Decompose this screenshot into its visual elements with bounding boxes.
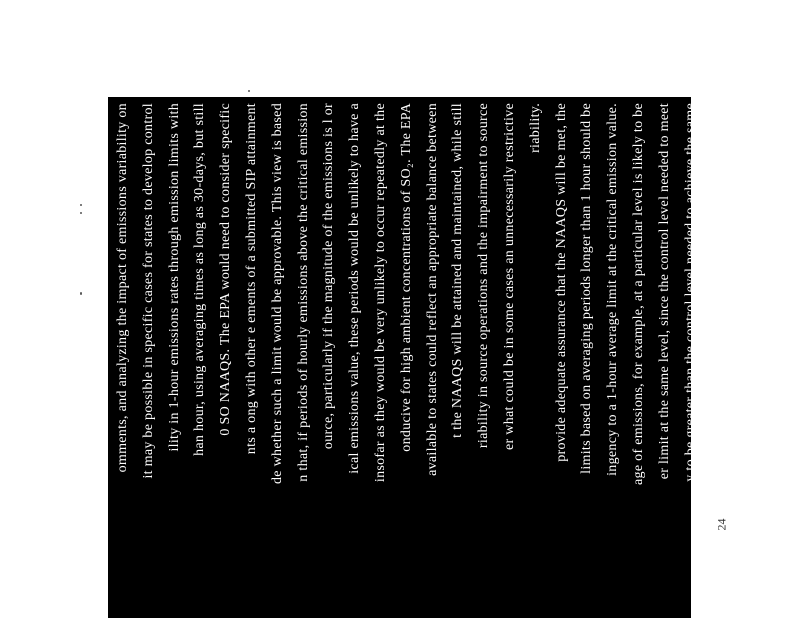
text-line: available to states could reflect an appropriate balance between bbox=[424, 103, 440, 476]
text-line: ingency to a 1-hour average limit at the critical emission value. bbox=[605, 103, 621, 476]
text-line: riability in source operations and the impairment to source bbox=[476, 103, 492, 449]
text-line: provide adequate assurance that the NAAQS will be met, the bbox=[553, 103, 569, 462]
text-line: 0 SO NAAQS. The EPA would need to consider specific bbox=[218, 103, 234, 436]
text-line: insofar as they would be very unlikely to occur repeatedly at the bbox=[373, 103, 388, 483]
text-line: de whether such a limit would be approvable. This view is based bbox=[269, 103, 285, 484]
text-line: omments, and analyzing the impact of emissions variability on bbox=[115, 103, 130, 473]
text-line: ource, particularly if the magnitude of the emissions is l or bbox=[321, 103, 337, 450]
text-line: ility in 1-hour emissions rates through emission limits with bbox=[166, 103, 182, 452]
text-line: ical emissions value, these periods would be unlikely to have a bbox=[347, 103, 363, 474]
text-line: onducive for high ambient concentrations of SO₂. The EPA bbox=[398, 103, 414, 452]
text-line: n that, if periods of hourly emissions above the critical emission bbox=[295, 103, 311, 482]
text-line: limits based on averaging periods longer than 1 hour should be bbox=[579, 103, 595, 474]
text-lines-container bbox=[108, 97, 698, 618]
text-line: han hour, using averaging times as long as 30-days, but still bbox=[192, 103, 208, 456]
text-line: nts a ong with other e ements of a submitted SIP attainment bbox=[244, 103, 259, 455]
page-number bbox=[712, 510, 732, 538]
scan-speck bbox=[80, 204, 82, 206]
rotated-text-block bbox=[108, 97, 698, 618]
text-line: er limit at the same level, since the control level needed to meet bbox=[656, 103, 672, 480]
page-number-text: 24 bbox=[714, 518, 729, 530]
text-line: t the NAAQS will be attained and maintained, while still bbox=[450, 103, 466, 438]
scan-speck bbox=[248, 90, 250, 92]
scan-speck bbox=[80, 212, 82, 214]
text-line: riability. bbox=[527, 103, 543, 153]
scan-speck bbox=[80, 292, 82, 295]
text-line: age of emissions, for example, at a particular level is likely to be bbox=[631, 103, 646, 485]
text-line: y to be greater than the control level needed to achieve the same bbox=[682, 103, 698, 482]
text-line: er what could be in some cases an unnecessarily restrictive bbox=[502, 103, 517, 450]
text-line: it may be possible in specific cases for states to develop control bbox=[140, 103, 156, 479]
